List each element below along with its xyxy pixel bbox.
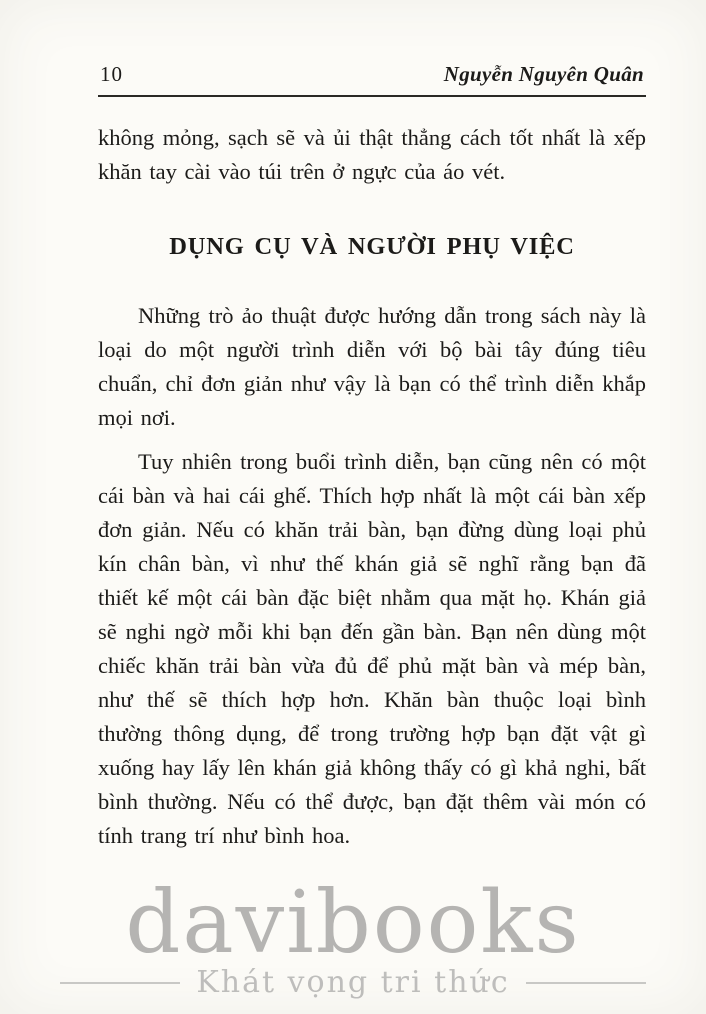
body-text <box>98 121 646 853</box>
page-header <box>98 62 646 95</box>
header-rule <box>98 95 646 97</box>
author-name: Nguyễn Nguyên Quân <box>443 62 644 86</box>
section-heading: DỤNG CỤ VÀ NGƯỜI PHỤ VIỆC <box>169 233 575 260</box>
watermark-tagline: Khát vọng tri thức <box>196 965 510 1000</box>
watermark-rule-left <box>60 982 180 984</box>
paragraph: Những trò ảo thuật được hướng dẫn trong sách này là loại do một người trình diễn với bộ bài tây đúng tiêu chuẩn, chỉ đơn giản như vậy là bạn có thể trình diễn khắp mọi nơi. <box>98 303 646 430</box>
paragraph: Tuy nhiên trong buổi trình diễn, bạn cũng nên có một cái bàn và hai cái ghế. Thích hợp nhất là một cái bàn xếp đơn giản. Nếu có khăn trải bàn, bạn đừng dùng loại phủ kín chân bàn, vì như thế khán giả sẽ nghĩ rằng bạn đã thiết kế một cái bàn đặc biệt nhằm qua mặt họ. Khán giả sẽ nghi ngờ mỗi khi bạn đến gần bàn. Bạn nên dùng một chiếc khăn trải bàn vừa đủ để phủ mặt bàn và mép bàn, như thế sẽ thích hợp hơn. Khăn bàn thuộc loại bình thường thông dụng, để trong trường hợp bạn đặt vật gì xuống hay lấy lên khán giả không thấy có gì khả nghi, bất bình thường. Nếu có thể được, bạn đặt thêm vài món có tính trang trí như bình hoa. <box>98 449 646 848</box>
intro-paragraph: không mỏng, sạch sẽ và ủi thật thẳng cách tốt nhất là xếp khăn tay cài vào túi trên ở ngực của áo vét. <box>98 125 646 184</box>
publisher-watermark <box>0 873 706 1000</box>
watermark-tagline-row <box>0 965 706 1000</box>
page-content <box>98 62 646 863</box>
watermark-brand: davibooks <box>125 873 581 973</box>
page-number: 10 <box>100 62 123 86</box>
watermark-rule-right <box>526 982 646 984</box>
